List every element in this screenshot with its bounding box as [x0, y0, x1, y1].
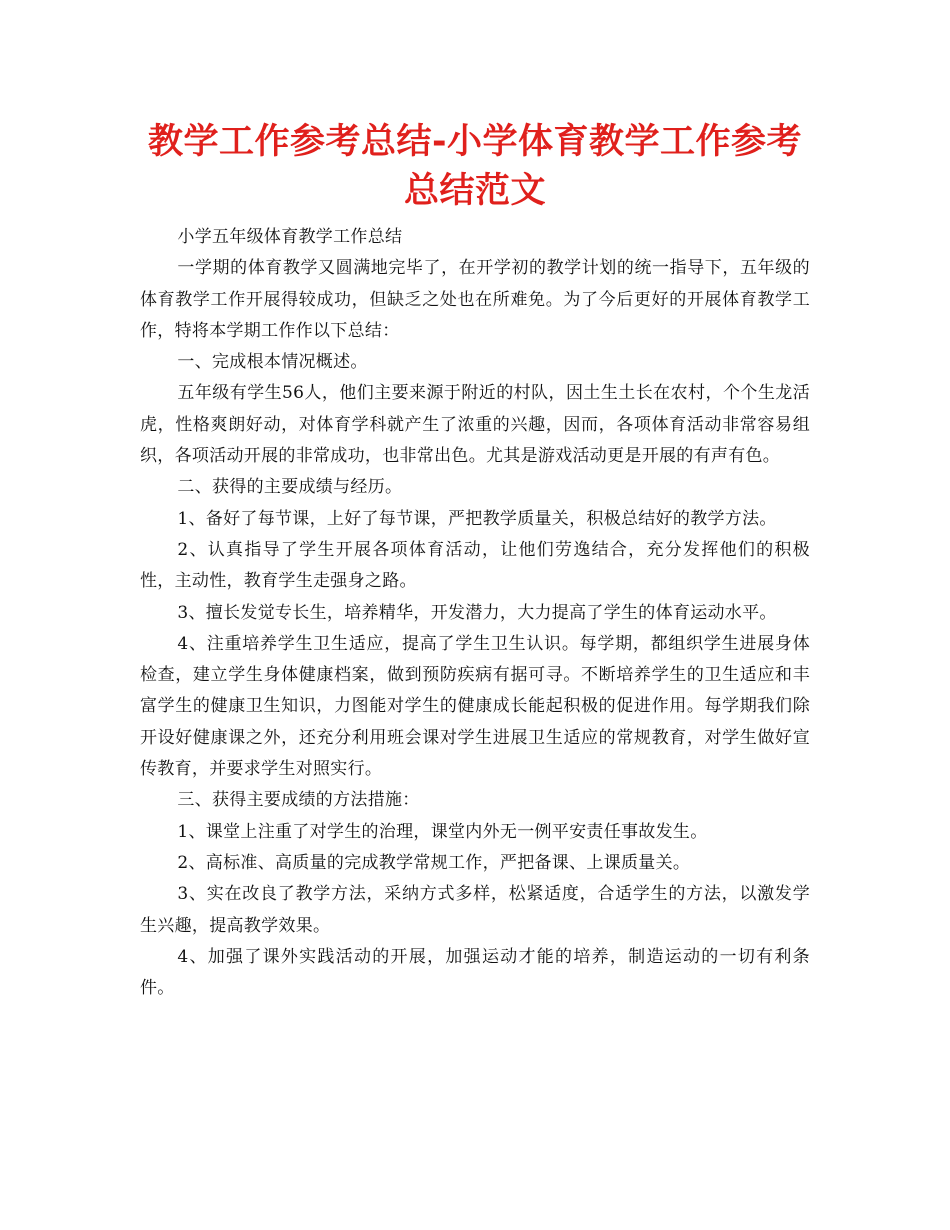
document-title: 教学工作参考总结-小学体育教学工作参考总结范文	[147, 122, 803, 211]
list-item: 1、课堂上注重了对学生的治理，课堂内外无一例平安责任事故发生。	[177, 821, 708, 842]
list-item: 3、擅长发觉专长生，培养精华，开发潜力，大力提高了学生的体育运动水平。	[177, 602, 777, 623]
list-item: 4、加强了课外实践活动的开展，加强运动才能的培养，制造运动的一切有利条件。	[140, 946, 810, 999]
paragraph-overview: 五年级有学生56人，他们主要来源于附近的村队，因土生土长在农村，个个生龙活虎，性格爽朗好动，对体育学科就产生了浓重的兴趣，因而，各项体育活动非常容易组织，各项活动开展的非常成功，也非常出色。尤其是游戏活动更是开展的有声有色。	[140, 383, 810, 467]
list-item: 2、认真指导了学生开展各项体育活动，让他们劳逸结合，充分发挥他们的积极性，主动性，教育学生走强身之路。	[140, 539, 810, 592]
paragraph-subtitle: 小学五年级体育教学工作总结	[177, 227, 403, 247]
document-page	[140, 118, 810, 1004]
list-item: 2、高标准、高质量的完成教学常规工作，严把备课、上课质量关。	[177, 852, 691, 873]
section-heading-3: 三、获得主要成绩的方法措施：	[177, 790, 420, 811]
list-item: 1、备好了每节课，上好了每节课，严把教学质量关，积极总结好的教学方法。	[177, 508, 777, 529]
list-item: 3、实在改良了教学方法，采纳方式多样，松紧适度，合适学生的方法，以激发学生兴趣，提高教学效果。	[140, 884, 810, 936]
paragraph-intro: 一学期的体育教学又圆满地完毕了，在开学初的教学计划的统一指导下，五年级的体育教学工作开展得较成功，但缺乏之处也在所难免。为了今后更好的开展体育教学工作，特将本学期工作作以下总结：	[140, 258, 810, 341]
list-item: 4、注重培养学生卫生适应，提高了学生卫生认识。每学期，都组织学生进展身体检查，建立学生身体健康档案，做到预防疾病有据可寻。不断培养学生的卫生适应和丰富学生的健康卫生知识，力图能对学生的健康成长能起积极的促进作用。每学期我们除开设好健康课之外，还充分利用班会课对学生进展卫生适应的常规教育，对学生做好宣传教育，并要求学生对照实行。	[140, 633, 810, 780]
section-heading-1: 一、完成根本情况概述。	[177, 352, 368, 373]
document-body	[140, 222, 810, 1004]
section-heading-2: 二、获得的主要成绩与经历。	[177, 477, 403, 498]
